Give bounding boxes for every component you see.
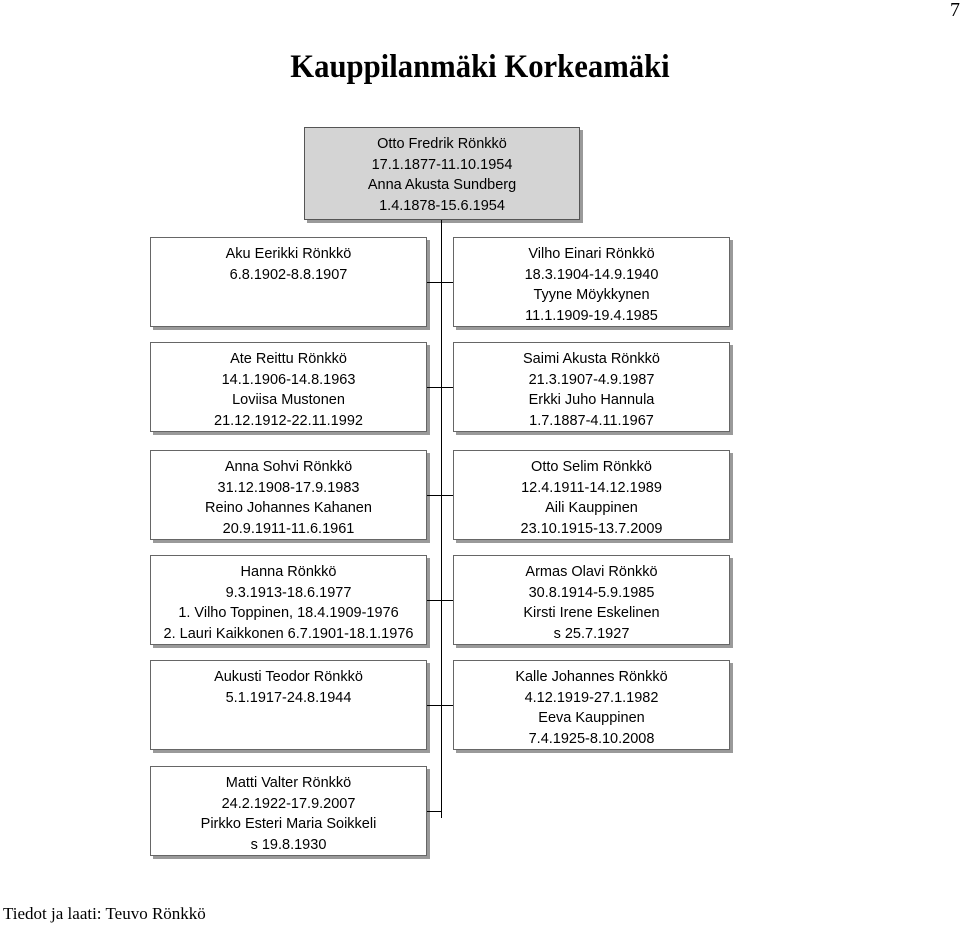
child-box-right-line: 7.4.1925-8.10.2008	[528, 730, 655, 747]
root-person-box	[304, 127, 580, 220]
root-person-box-line: Anna Akusta Sundberg	[367, 177, 517, 193]
child-box-left-line: 24.2.1922-17.9.2007	[221, 795, 356, 812]
child-box-right-line: 18.3.1904-14.9.1940	[524, 266, 659, 283]
branch-connector-right	[441, 282, 453, 283]
branch-connector-left	[427, 282, 442, 283]
page-number: 7	[950, 0, 960, 21]
child-box-left-line: 6.8.1902-8.8.1907	[229, 266, 348, 283]
child-box-right-line: Kalle Johannes Rönkkö	[515, 669, 668, 685]
child-box-right-line: Saimi Akusta Rönkkö	[522, 351, 660, 367]
child-box-right-line: 12.4.1911-14.12.1989	[521, 479, 662, 496]
child-box-left-line: 1. Vilho Toppinen, 18.4.1909-1976	[178, 605, 399, 621]
child-box-left-line: 20.9.1911-11.6.1961	[222, 520, 355, 537]
root-person-box-line: Otto Fredrik Rönkkö	[377, 136, 507, 152]
child-box-left	[150, 342, 427, 432]
child-box-left	[150, 450, 427, 540]
child-box-left-line: 14.1.1906-14.8.1963	[221, 371, 356, 388]
branch-connector-left	[427, 600, 442, 601]
child-box-left-line: 21.12.1912-22.11.1992	[214, 412, 363, 429]
tree-spine-connector	[441, 220, 442, 818]
child-box-left-line: Aku Eerikki Rönkkö	[225, 246, 352, 262]
child-box-left-line: Ate Reittu Rönkkö	[230, 351, 347, 367]
child-box-right-line: 30.8.1914-5.9.1985	[528, 584, 655, 601]
child-box-left-line: 2. Lauri Kaikkonen 6.7.1901-18.1.1976	[163, 625, 414, 642]
child-box-left-line: 31.12.1908-17.9.1983	[217, 479, 360, 496]
child-box-right-line: Erkki Juho Hannula	[528, 392, 655, 408]
child-box-left-line: Hanna Rönkkö	[240, 564, 337, 580]
branch-connector-left	[427, 495, 442, 496]
child-box-left-line: 5.1.1917-24.8.1944	[225, 689, 352, 706]
child-box-left-line: s 19.8.1930	[250, 836, 327, 853]
child-box-right	[453, 342, 730, 432]
child-box-right-line: Otto Selim Rönkkö	[531, 459, 652, 475]
child-box-right	[453, 555, 730, 645]
child-box-left-line: 9.3.1913-18.6.1977	[225, 584, 352, 601]
child-box-right-line: Tyyne Möykkynen	[533, 287, 650, 303]
child-box-right	[453, 450, 730, 540]
child-box-left-line: Anna Sohvi Rönkkö	[224, 459, 353, 475]
child-box-right-line: 21.3.1907-4.9.1987	[528, 371, 655, 388]
branch-connector-left	[427, 705, 442, 706]
child-box-left-line: Matti Valter Rönkkö	[225, 775, 352, 791]
child-box-right-line: Vilho Einari Rönkkö	[528, 246, 655, 262]
child-box-right	[453, 237, 730, 327]
child-box-right-line: Kirsti Irene Eskelinen	[523, 605, 660, 621]
child-box-right-line: 11.1.1909-19.4.1985	[525, 307, 658, 324]
child-box-right-line: Armas Olavi Rönkkö	[525, 564, 658, 580]
child-box-right-line: Eeva Kauppinen	[538, 710, 645, 726]
child-box-right-line: 23.10.1915-13.7.2009	[520, 520, 663, 537]
branch-connector-right	[441, 600, 453, 601]
page-title: Kauppilanmäki Korkeamäki	[290, 49, 670, 85]
branch-connector-right	[441, 387, 453, 388]
child-box-left-line: Pirkko Esteri Maria Soikkeli	[200, 816, 377, 832]
footer-credit: Tiedot ja laati: Teuvo Rönkkö	[3, 904, 206, 923]
child-box-left	[150, 660, 427, 750]
child-box-right-line: 1.7.1887-4.11.1967	[529, 412, 654, 429]
branch-connector-right	[441, 495, 453, 496]
child-box-left	[150, 766, 427, 856]
child-box-left-line: Loviisa Mustonen	[232, 392, 345, 408]
child-box-right-line: Aili Kauppinen	[545, 500, 638, 516]
root-person-box-line: 17.1.1877-11.10.1954	[371, 156, 513, 173]
child-box-left-line: Reino Johannes Kahanen	[205, 500, 372, 516]
child-box-right	[453, 660, 730, 750]
branch-connector-right	[441, 705, 453, 706]
child-box-left	[150, 555, 427, 645]
child-box-right-line: s 25.7.1927	[553, 625, 630, 642]
child-box-right-line: 4.12.1919-27.1.1982	[524, 689, 659, 706]
child-box-left	[150, 237, 427, 327]
branch-connector-left	[427, 811, 442, 812]
branch-connector-left	[427, 387, 442, 388]
child-box-left-line: Aukusti Teodor Rönkkö	[214, 669, 363, 685]
root-person-box-line: 1.4.1878-15.6.1954	[379, 197, 505, 214]
